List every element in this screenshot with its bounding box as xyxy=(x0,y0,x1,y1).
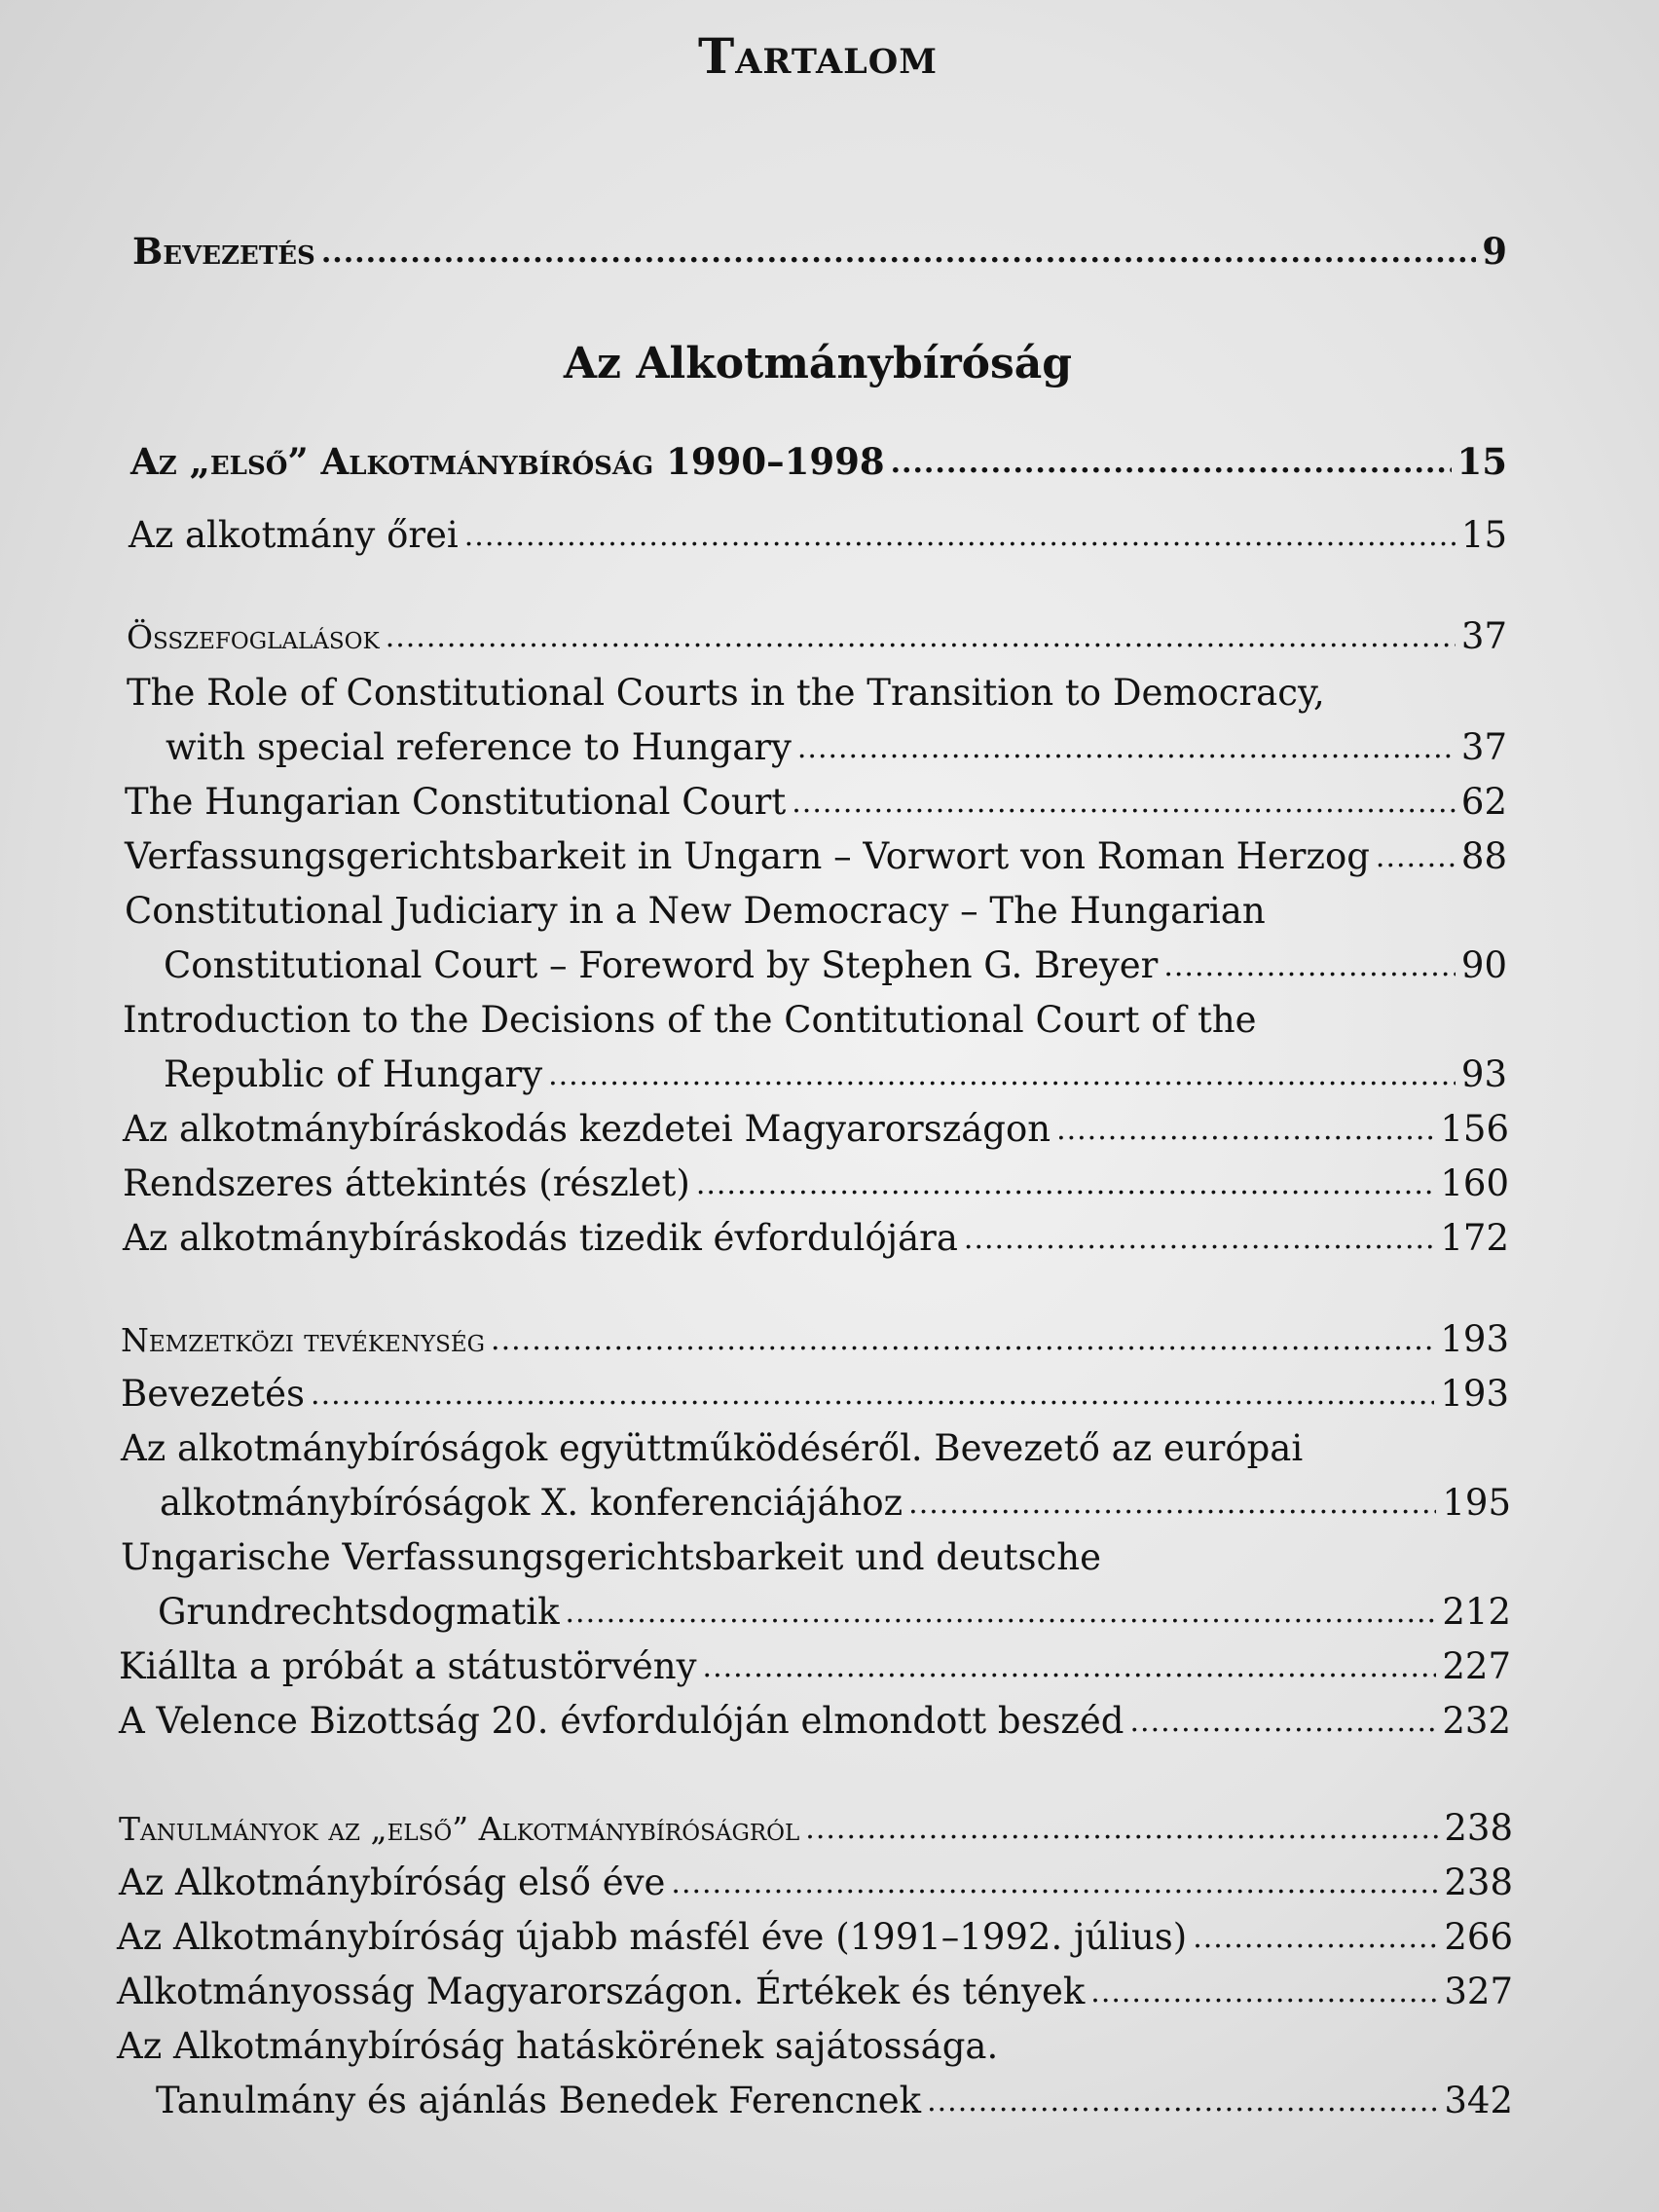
toc-page-number: 327 xyxy=(1444,1971,1513,2012)
dot-leader xyxy=(696,1161,1435,1203)
toc-entry-line1: Az alkotmánybíróságok együttműködéséről. Bevezető az európai xyxy=(121,1427,1304,1469)
dot-leader xyxy=(797,724,1456,767)
dot-leader xyxy=(1163,942,1456,985)
toc-entry[interactable] xyxy=(156,2080,1513,2122)
toc-page-number: 193 xyxy=(1440,1318,1509,1360)
toc-entry[interactable] xyxy=(158,1591,1511,1634)
dot-leader xyxy=(703,1643,1437,1686)
toc-group-label: Összefoglalások xyxy=(127,618,380,656)
toc-entry[interactable] xyxy=(121,1373,1509,1416)
toc-entry-label: Az Alkotmánybíróság első éve xyxy=(119,1862,666,1903)
toc-entry-label: Kiállta a próbát a státustörvény xyxy=(119,1645,697,1687)
dot-leader xyxy=(1056,1106,1434,1149)
toc-entry-label: The Hungarian Constitutional Court xyxy=(125,781,787,823)
toc-page-number: 62 xyxy=(1460,781,1507,823)
toc-page-number: 266 xyxy=(1444,1916,1513,1958)
toc-group-nemzetkozi[interactable] xyxy=(121,1318,1509,1361)
toc-group-osszefoglalasok[interactable] xyxy=(127,615,1507,658)
toc-entry-line1: Ungarische Verfassungsgerichtsbarkeit und deutsche xyxy=(121,1536,1101,1578)
toc-page-number: 37 xyxy=(1460,726,1507,768)
dot-leader xyxy=(805,1805,1438,1848)
toc-entry[interactable] xyxy=(117,1916,1513,1959)
toc-entry-label: Az Alkotmánybíróság újabb másfél éve (1991–1992. július) xyxy=(117,1916,1188,1958)
dot-leader xyxy=(891,438,1452,481)
toc-entry-part1[interactable] xyxy=(130,440,1507,483)
toc-entry-label: Grundrechtsdogmatik xyxy=(158,1591,560,1633)
toc-entry-label: Tanulmány és ajánlás Benedek Ferencnek xyxy=(156,2080,922,2121)
dot-leader xyxy=(464,512,1456,555)
dot-leader xyxy=(311,1371,1434,1414)
toc-page-number: 195 xyxy=(1442,1482,1511,1524)
toc-page-number: 15 xyxy=(1460,514,1507,556)
toc-page-number: 232 xyxy=(1442,1700,1511,1742)
toc-page-number: 238 xyxy=(1444,1807,1513,1849)
toc-entry-label: A Velence Bizottság 20. évfordulóján elmondott beszéd xyxy=(119,1700,1124,1742)
dot-leader xyxy=(671,1860,1438,1902)
toc-page-number: 88 xyxy=(1460,835,1507,877)
toc-entry[interactable] xyxy=(123,1162,1509,1205)
page-title: Tartalom xyxy=(698,27,938,85)
toc-entry[interactable] xyxy=(164,1053,1507,1096)
toc-entry-line1: The Role of Constitutional Courts in the Transition to Democracy, xyxy=(127,672,1325,714)
toc-entry-intro[interactable] xyxy=(132,230,1507,273)
toc-entry-label: Constitutional Court – Foreword by Stephen G. Breyer xyxy=(164,944,1159,986)
toc-page-number: 90 xyxy=(1460,944,1507,986)
dot-leader xyxy=(491,1316,1434,1359)
toc-entry-label: Bevezetés xyxy=(132,230,315,273)
toc-entry-label: Az alkotmány őrei xyxy=(129,514,459,556)
dot-leader xyxy=(927,2078,1438,2120)
toc-entry[interactable] xyxy=(123,1108,1509,1151)
toc-group-tanulmanyok[interactable] xyxy=(119,1807,1513,1850)
toc-page-number: 9 xyxy=(1482,230,1507,273)
toc-entry-label: Az alkotmánybíráskodás tizedik évfordulójára xyxy=(123,1217,958,1259)
toc-entry[interactable] xyxy=(125,781,1507,824)
toc-entry-line1: Constitutional Judiciary in a New Democracy – The Hungarian xyxy=(125,890,1266,932)
toc-entry-orei[interactable] xyxy=(129,514,1507,557)
toc-entry-label: alkotmánybíróságok X. konferenciájához xyxy=(160,1482,903,1524)
toc-page-number: 212 xyxy=(1442,1591,1511,1633)
toc-entry[interactable] xyxy=(119,1645,1511,1688)
toc-entry-line1: Introduction to the Decisions of the Contitutional Court of the xyxy=(123,999,1257,1041)
toc-entry-label: Alkotmányosság Magyarországon. Értékek és tények xyxy=(117,1971,1086,2012)
dot-leader xyxy=(548,1051,1456,1094)
toc-entry-line1: Az Alkotmánybíróság hatáskörének sajátossága. xyxy=(117,2025,999,2067)
dot-leader xyxy=(1130,1698,1437,1741)
toc-entry-label: Verfassungsgerichtsbarkeit in Ungarn – Vorwort von Roman Herzog xyxy=(125,835,1370,877)
toc-page-number: 193 xyxy=(1440,1373,1509,1415)
section-heading: Az Alkotmánybíróság xyxy=(563,339,1073,388)
toc-group-label: Tanulmányok az „első” Alkotmánybíróságról xyxy=(119,1810,800,1848)
toc-page-number: 238 xyxy=(1444,1862,1513,1903)
dot-leader xyxy=(1193,1914,1438,1957)
dot-leader xyxy=(908,1480,1436,1523)
toc-page-number: 93 xyxy=(1460,1053,1507,1095)
toc-entry-label: Az alkotmánybíráskodás kezdetei Magyarországon xyxy=(123,1108,1051,1150)
toc-entry[interactable] xyxy=(123,1217,1509,1260)
toc-entry[interactable] xyxy=(125,835,1507,878)
toc-entry[interactable] xyxy=(166,726,1507,769)
toc-entry[interactable] xyxy=(119,1862,1513,1904)
toc-page-number: 37 xyxy=(1460,615,1507,657)
toc-entry[interactable] xyxy=(117,1971,1513,2013)
toc-page-number: 172 xyxy=(1440,1217,1509,1259)
dot-leader xyxy=(566,1589,1437,1632)
toc-page-number: 15 xyxy=(1456,440,1507,483)
toc-page-number: 342 xyxy=(1444,2080,1513,2121)
toc-entry[interactable] xyxy=(160,1482,1511,1525)
toc-entry-label: Bevezetés xyxy=(121,1373,306,1415)
toc-entry[interactable] xyxy=(164,944,1507,987)
toc-entry-label: Rendszeres áttekintés (részlet) xyxy=(123,1162,690,1204)
dot-leader xyxy=(964,1215,1434,1258)
toc-entry-label: with special reference to Hungary xyxy=(166,726,792,768)
dot-leader xyxy=(1376,833,1456,876)
toc-page-number: 160 xyxy=(1440,1162,1509,1204)
toc-entry-label: Republic of Hungary xyxy=(164,1053,543,1095)
dot-leader xyxy=(321,228,1476,271)
toc-entry-label: Az „első” Alkotmánybíróság 1990–1998 xyxy=(130,440,885,483)
dot-leader xyxy=(1090,1969,1438,2011)
toc-page-number: 156 xyxy=(1440,1108,1509,1150)
toc-entry[interactable] xyxy=(119,1700,1511,1743)
dot-leader xyxy=(792,779,1456,822)
toc-group-label: Nemzetközi tevékenység xyxy=(121,1321,486,1359)
toc-page-number: 227 xyxy=(1442,1645,1511,1687)
dot-leader xyxy=(386,613,1456,656)
